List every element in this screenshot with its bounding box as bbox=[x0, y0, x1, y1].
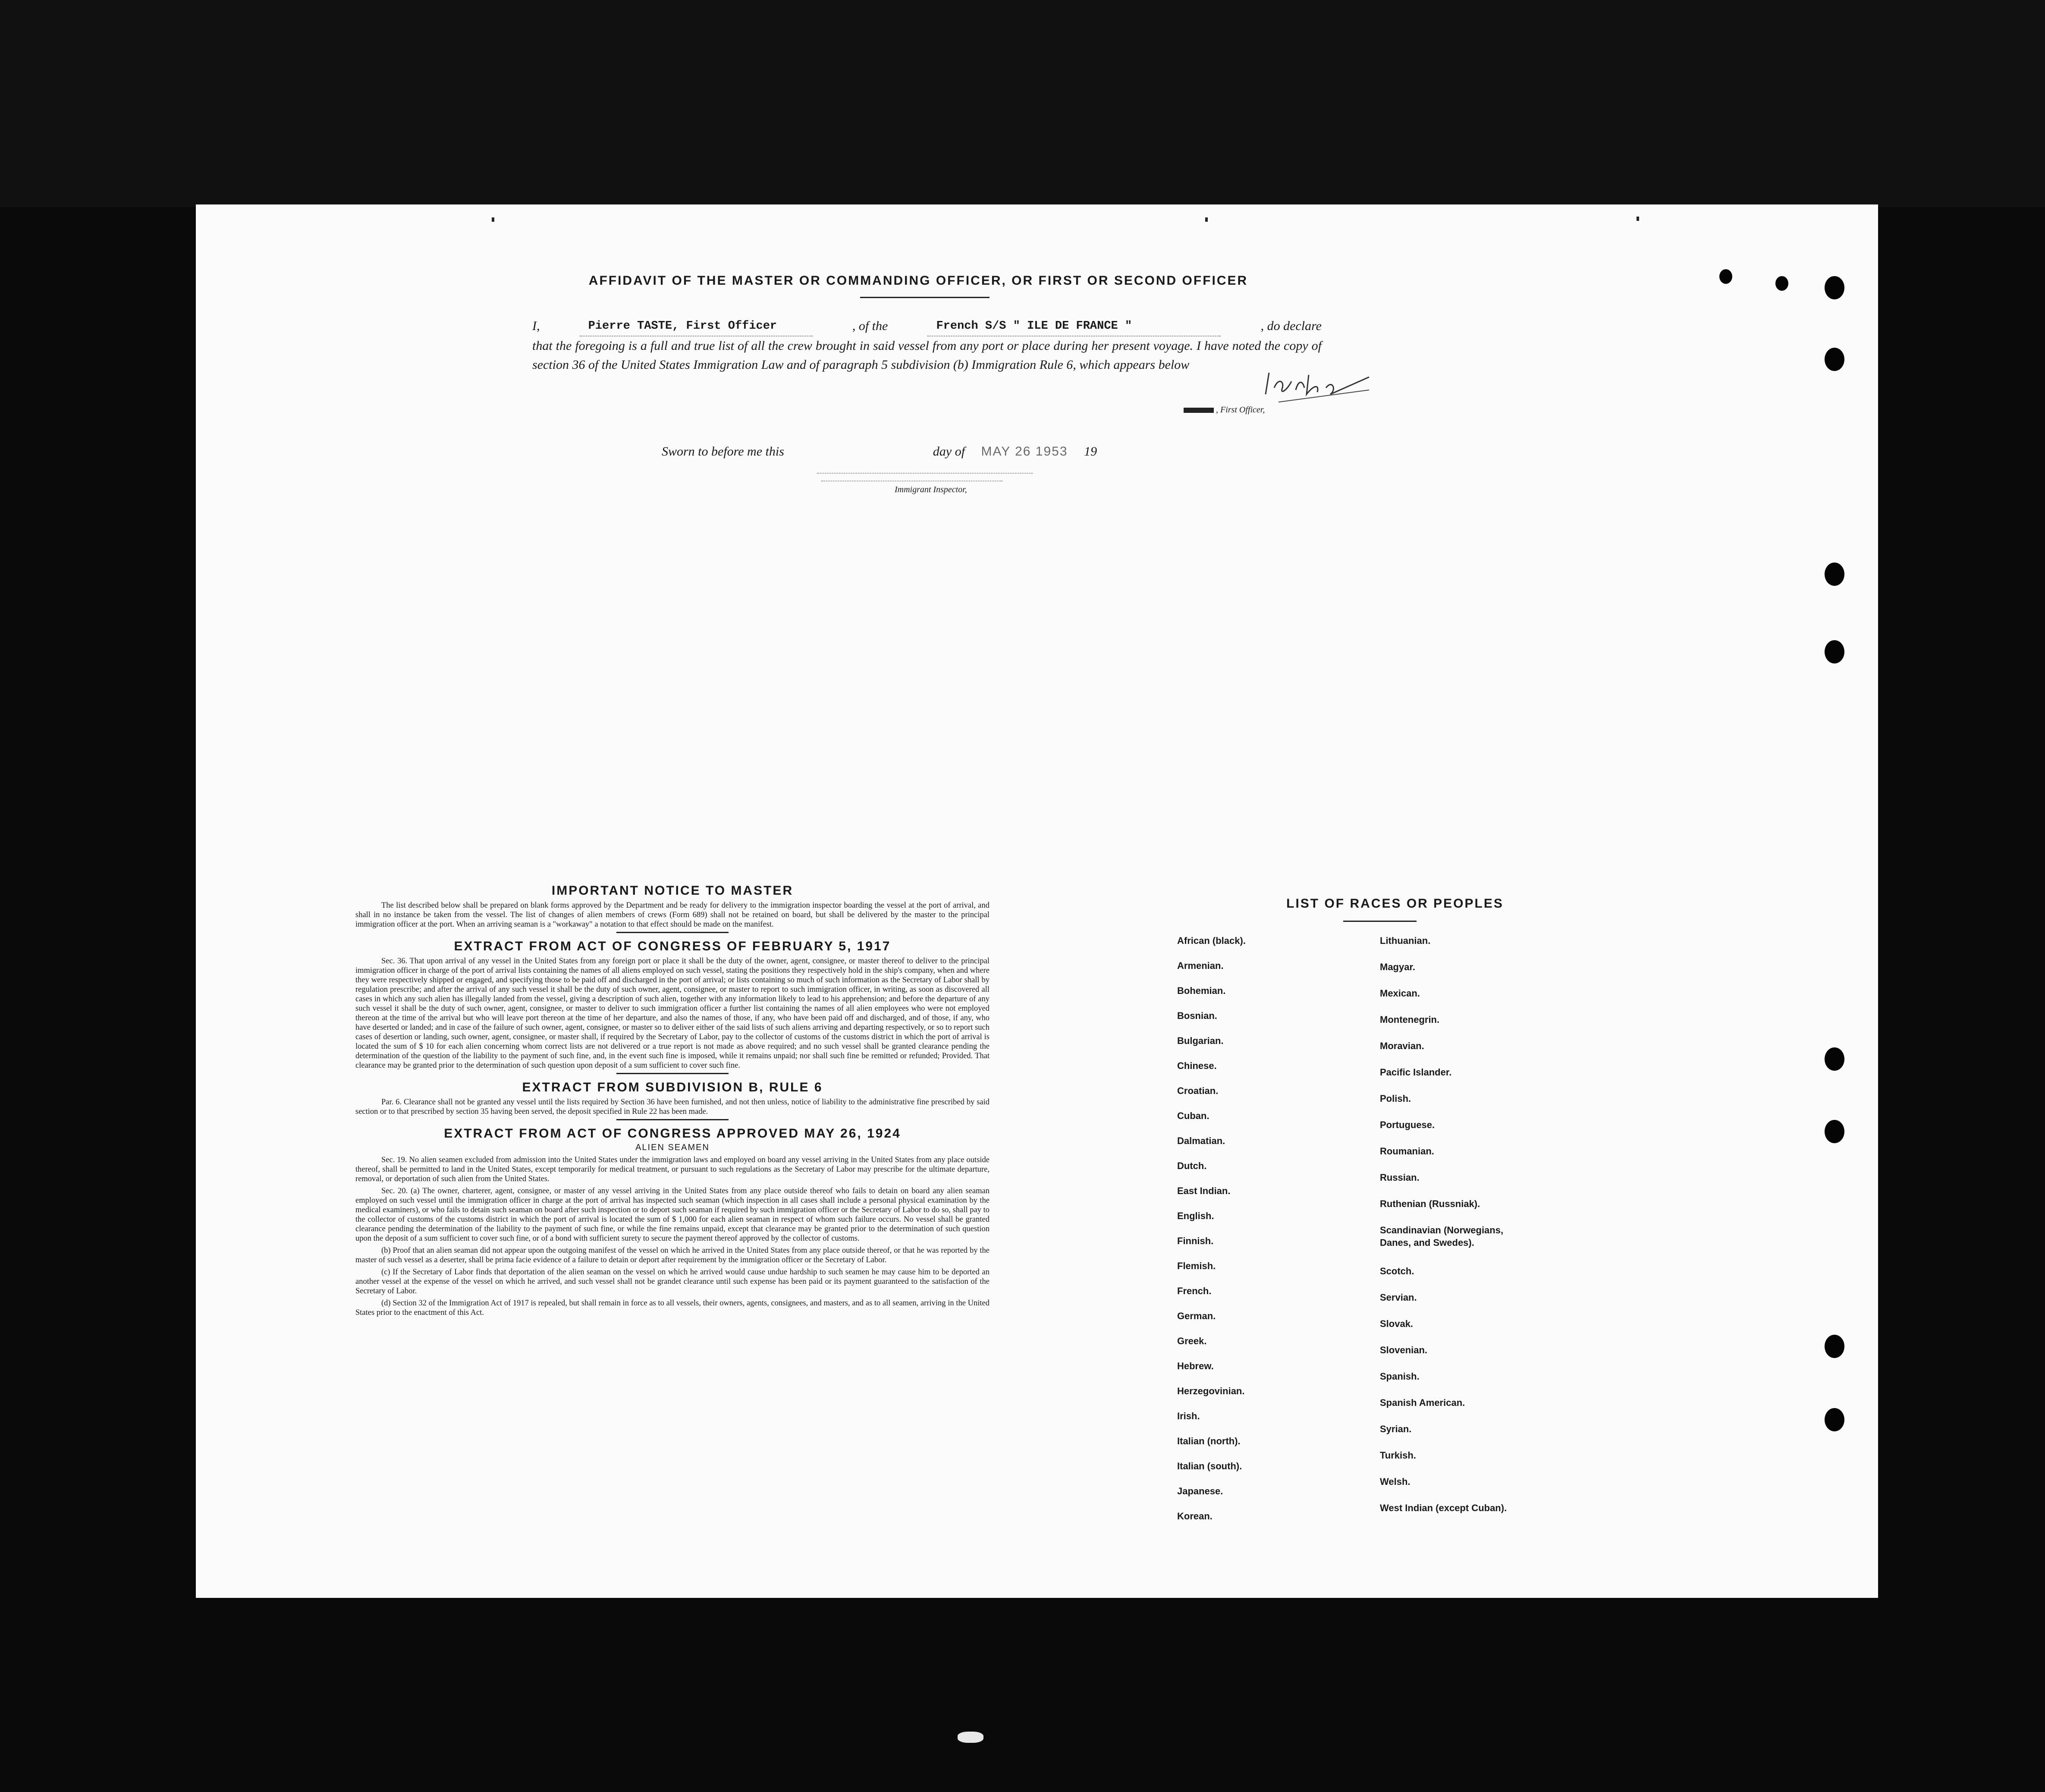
declaration-body: that the foregoing is a full and true list of all the crew brought in said vessel from any port or place during her present voyage. I have noted the copy of section 36 of the United States Immigration Law and of paragraph 5 subdivision (b) Immigration Rule 6, which appears below bbox=[532, 339, 1322, 372]
race-item: Lithuanian. bbox=[1380, 935, 1431, 946]
section-rule bbox=[616, 932, 729, 933]
extract-rule6-title: EXTRACT FROM SUBDIVISION B, RULE 6 bbox=[522, 1080, 823, 1094]
notice-column bbox=[355, 877, 990, 1320]
notice-title: IMPORTANT NOTICE TO MASTER bbox=[551, 883, 794, 898]
race-item: African (black). bbox=[1177, 935, 1246, 946]
notice-text: The list described below shall be prepared on blank forms approved by the Department and be ready for delivery to the immigration inspector boarding the vessel at the port of arrival, and shall in no instance be taken from the vessel. The list of changes of alien members of crews (Form 689) shall not be retained on board, but shall be delivered by the master to the principal immigration officer at the port. When an arriving seaman is a "workaway" a notation to that effect should be made on the manifest. bbox=[355, 901, 990, 929]
race-item: Chinese. bbox=[1177, 1060, 1217, 1071]
race-item: Portuguese. bbox=[1380, 1119, 1435, 1130]
officer-name: Pierre TASTE, First Officer bbox=[580, 317, 813, 336]
of-the-text: , of the bbox=[852, 319, 888, 333]
extract-1924-paragraph: Sec. 19. No alien seamen excluded from admission into the United States under the immigration laws and employed on board any vessel arriving in the United States from any place outside thereof, shall be permitted to land in the United States, except temporarily for medical treatment, or pursuant to such regulations as the Secretary of Labor may prescribe for the ultimate departure, removal, or deportation of such alien from the United States. bbox=[355, 1156, 990, 1183]
race-item: Roumanian. bbox=[1380, 1146, 1434, 1157]
race-item: Syrian. bbox=[1380, 1424, 1412, 1434]
race-item: West Indian (except Cuban). bbox=[1380, 1503, 1507, 1513]
races-title: LIST OF RACES OR PEOPLES bbox=[1286, 896, 1504, 911]
edge-mark bbox=[1205, 217, 1208, 222]
race-item: Dalmatian. bbox=[1177, 1135, 1225, 1146]
race-item: Bosnian. bbox=[1177, 1010, 1217, 1021]
race-item: Croatian. bbox=[1177, 1085, 1219, 1096]
title-rule bbox=[860, 297, 990, 298]
punch-hole bbox=[1825, 348, 1844, 371]
sworn-date-line bbox=[817, 473, 1033, 474]
race-item: Slovenian. bbox=[1380, 1345, 1428, 1355]
signature-title: , First Officer, bbox=[1216, 405, 1265, 415]
race-item: Scandinavian (Norwegians, Danes, and Swedes). bbox=[1380, 1225, 1504, 1248]
race-item: Slovak. bbox=[1380, 1318, 1414, 1329]
race-item: Hebrew. bbox=[1177, 1361, 1214, 1371]
race-item: Polish. bbox=[1380, 1093, 1411, 1104]
race-item: Spanish. bbox=[1380, 1371, 1420, 1382]
document-page bbox=[196, 204, 1878, 1598]
punch-hole bbox=[1775, 276, 1788, 291]
race-item: Servian. bbox=[1380, 1292, 1417, 1303]
punch-hole bbox=[1719, 269, 1732, 284]
extract-1924-paragraph: Sec. 20. (a) The owner, charterer, agent, consignee, or master of any vessel arriving in the United States from any place outside thereof who fails to detain on board any alien seaman employed on such vessel until the immigration officer in charge at the port of arrival has inspected such seaman (which inspection in all cases shall include a personal physical examination by the medical examiners), or who fails to detain such seaman on board after such inspection or to deport such seaman if required by such immigration officer or the Secretary of Labor to do so, shall pay to the collector of customs of the customs district in which the port of arrival is located the sum of $ 1,000 for each alien seaman in respect of whom such failure occurs. No vessel shall be granted clearance pending the determination of the liability to the payment of such fine, or while the fine remains unpaid, except that clearance may be granted prior to the determination of such question upon the deposit of a sum sufficient to cover such fine, or of a bond with sufficient surety to secure the payment thereof approved by the collector of customs. bbox=[355, 1187, 990, 1243]
punch-hole bbox=[1825, 1335, 1844, 1358]
inspector-label: Immigrant Inspector, bbox=[895, 485, 967, 494]
race-item: Moravian. bbox=[1380, 1041, 1424, 1051]
race-item: Greek. bbox=[1177, 1336, 1207, 1346]
affidavit-title: AFFIDAVIT OF THE MASTER OR COMMANDING OFFICER, OR FIRST OR SECOND OFFICER bbox=[588, 274, 1248, 288]
race-item: Italian (north). bbox=[1177, 1436, 1241, 1446]
date-stamp: MAY 26 1953 bbox=[981, 444, 1068, 459]
handwritten-signature bbox=[1261, 364, 1373, 403]
race-item: Japanese. bbox=[1177, 1486, 1223, 1496]
film-background bbox=[0, 0, 2045, 207]
declarant-i: I, bbox=[532, 319, 540, 333]
race-item: Cuban. bbox=[1177, 1110, 1209, 1121]
extract-1917-text: Sec. 36. That upon arrival of any vessel in the United States from any foreign port or place it shall be the duty of the owner, agent, consignee, or master thereof to deliver to the principal immigration officer in charge of the port of arrival lists containing the names of all aliens employed on such vessel, stating the positions they respectively hold in the ship's company, when and where they were respectively shipped or engaged, and specifying those to be paid off and discharged in the port of arrival; or lists containing so much of such information as the Secretary of Labor shall by regulation prescribe; and after the arrival of any such vessel it shall be the duty of such owner, agent, consignee, or master to report to such immigration officer, in writing, as soon as discovered all cases in which any such alien has illegally landed from the vessel, giving a description of such alien, together with any information likely to lead to his apprehension; and before the departure of any such vessel it shall be the duty of such owner, agent, consignee, or master to deliver to such immigration officer a further list containing the names of all alien employees who were not employed thereon at the time of the arrival but who will leave port thereon at the time of her departure, and also the names of those, if any, who have been paid off and discharged, and of those, if any, who have deserted or landed; and in case of the failure of such owner, agent, consignee, or master so to deliver either of the said lists of such aliens arriving and departing respectively, or so to report such cases of desertion or landing, such owner, agent, consignee, or master shall, if required by the Secretary of Labor, pay to the collector of customs of the customs district in which the port of arrival is located the sum of $ 10 for each alien concerning whom correct lists are not delivered or a true report is not made as above required; and no such vessel shall be granted clearance pending the determination of the question of the liability to the payment of such fine, and, in the event such fine is imposed, while it remains unpaid; nor shall such fine be remitted or refunded; Provided. That clearance may be granted prior to the determination of such question upon deposit of a sum sufficient to cover such fine. bbox=[355, 957, 990, 1070]
punch-hole bbox=[1825, 1408, 1844, 1431]
sworn-prefix: Sworn to before me this bbox=[662, 444, 784, 459]
punch-hole bbox=[1825, 563, 1844, 586]
race-item: Armenian. bbox=[1177, 960, 1224, 971]
race-item: Bulgarian. bbox=[1177, 1035, 1224, 1046]
race-item: Italian (south). bbox=[1177, 1461, 1242, 1471]
race-item: East Indian. bbox=[1177, 1185, 1231, 1196]
extract-1917-title: EXTRACT FROM ACT OF CONGRESS OF FEBRUARY 5, 1917 bbox=[454, 939, 891, 953]
race-item: Dutch. bbox=[1177, 1160, 1207, 1171]
extract-rule6-text: Par. 6. Clearance shall not be granted any vessel until the lists required by Section 36 have been furnished, and not then unless, notice of liability to the administrative fine prescribed by said section or to that prescribed by section 35 having been served, the deposit specified in Rule 22 has been made. bbox=[355, 1098, 990, 1116]
declaration-line bbox=[532, 317, 1322, 336]
do-declare-text: , do declare bbox=[1260, 319, 1322, 333]
signature-caption bbox=[1184, 405, 1265, 415]
day-of-text: day of bbox=[933, 444, 965, 459]
race-item: Ruthenian (Russniak). bbox=[1380, 1198, 1480, 1209]
race-item: Korean. bbox=[1177, 1511, 1213, 1522]
race-item: Mexican. bbox=[1380, 988, 1420, 999]
punch-hole bbox=[1825, 1047, 1844, 1071]
race-item: Irish. bbox=[1177, 1411, 1200, 1421]
punch-hole bbox=[1825, 1120, 1844, 1143]
race-item: Spanish American. bbox=[1380, 1397, 1465, 1408]
extract-1924-paragraph: (b) Proof that an alien seaman did not appear upon the outgoing manifest of the vessel on which he arrived in the United States from any place outside thereof, or that he was reported by the master of such vessel as a deserter, shall be prima facie evidence of a failure to detain or deport after requirement by the immigration officer or the Secretary of Labor. bbox=[355, 1246, 990, 1264]
sworn-statement bbox=[662, 444, 1179, 459]
edge-mark bbox=[1637, 217, 1639, 221]
race-item: French. bbox=[1177, 1286, 1212, 1296]
race-item: Herzegovinian. bbox=[1177, 1386, 1245, 1396]
race-item: Magyar. bbox=[1380, 962, 1415, 972]
punch-hole bbox=[1825, 640, 1844, 663]
race-item: English. bbox=[1177, 1210, 1214, 1221]
races-rule bbox=[1343, 921, 1417, 922]
extract-1924-subtitle: ALIEN SEAMEN bbox=[635, 1143, 710, 1152]
race-item: Finnish. bbox=[1177, 1236, 1214, 1246]
year-prefix: 19 bbox=[1084, 444, 1097, 459]
race-item: German. bbox=[1177, 1311, 1216, 1321]
struck-text-1 bbox=[1184, 408, 1214, 413]
section-rule bbox=[616, 1073, 729, 1074]
extract-1924-title: EXTRACT FROM ACT OF CONGRESS APPROVED MAY 26, 1924 bbox=[444, 1126, 901, 1141]
race-item: Russian. bbox=[1380, 1172, 1420, 1183]
race-item: Welsh. bbox=[1380, 1476, 1410, 1487]
vessel-name: French S/S " ILE DE FRANCE " bbox=[927, 317, 1221, 336]
edge-mark bbox=[492, 217, 494, 222]
section-rule bbox=[616, 1119, 729, 1120]
affidavit-statement bbox=[532, 317, 1322, 374]
race-item: Scotch. bbox=[1380, 1266, 1414, 1276]
extract-1924-paragraph: (d) Section 32 of the Immigration Act of 1917 is repealed, but shall remain in force as to all vessels, their owners, agents, consignees, and masters, and as to all seamen, arriving in the United States prior to the enactment of this Act. bbox=[355, 1299, 990, 1317]
punch-hole bbox=[1825, 276, 1844, 299]
race-item: Pacific Islander. bbox=[1380, 1067, 1452, 1078]
extract-1924-paragraph: (c) If the Secretary of Labor finds that deportation of the alien seaman on the vessel on which he arrived would cause undue hardship to such seamen he may cause him to be deported an another vessel at the expense of the vessel on which he arrived, and such vessel shall not be grandet clearance until such expense has been paid or its payment guaranteed to the satisfaction of the Secretary of Labor. bbox=[355, 1268, 990, 1295]
race-item: Turkish. bbox=[1380, 1450, 1416, 1461]
film-speck bbox=[958, 1732, 983, 1743]
race-item: Montenegrin. bbox=[1380, 1014, 1440, 1025]
race-item: Bohemian. bbox=[1177, 985, 1226, 996]
race-item: Flemish. bbox=[1177, 1261, 1216, 1271]
